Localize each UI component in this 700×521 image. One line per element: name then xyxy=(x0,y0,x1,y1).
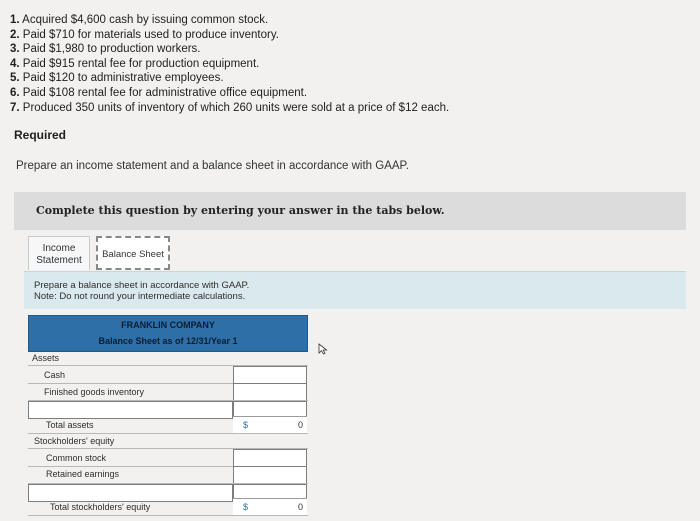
transaction-list xyxy=(10,13,570,115)
finished-goods-label: Finished goods inventory xyxy=(44,387,145,397)
total-equity-label: Total stockholders' equity xyxy=(50,502,151,512)
equity-label-input[interactable] xyxy=(28,484,233,502)
common-stock-label: Common stock xyxy=(46,453,107,463)
mouse-cursor-icon xyxy=(318,343,330,355)
question-prompt: Prepare an income statement and a balance sheet in accordance with GAAP. xyxy=(16,160,409,172)
retained-earnings-label: Retained earnings xyxy=(46,469,120,479)
tab-balance-label: Balance Sheet xyxy=(102,249,164,260)
transaction-item: 4. Paid $915 rental fee for production equipment. xyxy=(10,57,260,70)
transaction-item: 5. Paid $120 to administrative employees. xyxy=(10,72,224,85)
tab-income-label-line1: Income xyxy=(42,243,76,254)
panel-note: Note: Do not round your intermediate calculations. xyxy=(34,291,246,302)
total-assets-label: Total assets xyxy=(46,420,94,430)
retained-earnings-input[interactable] xyxy=(233,466,307,484)
total-assets-currency: $ xyxy=(243,420,249,430)
common-stock-input[interactable] xyxy=(233,449,307,467)
statement-title: Balance Sheet as of 12/31/Year 1 xyxy=(98,336,238,346)
instruction-panel xyxy=(24,271,686,309)
row-divider xyxy=(28,466,233,467)
row-divider xyxy=(28,433,308,434)
total-assets-value: 0 xyxy=(298,420,304,430)
tab-balance-sheet[interactable] xyxy=(96,236,170,270)
assets-label: Assets xyxy=(32,353,60,363)
tab-income-label-line2: Statement xyxy=(36,255,82,266)
total-equity-currency: $ xyxy=(243,502,249,512)
total-equity-value: 0 xyxy=(298,502,304,512)
panel-instruction: Prepare a balance sheet in accordance with GAAP. xyxy=(34,280,250,291)
transaction-item: 3. Paid $1,980 to production workers. xyxy=(10,43,201,56)
cash-label: Cash xyxy=(44,370,66,380)
transaction-item: 6. Paid $108 rental fee for administrative office equipment. xyxy=(10,86,308,99)
tab-income-statement[interactable] xyxy=(28,236,90,270)
required-heading: Required xyxy=(14,128,67,142)
cash-input[interactable] xyxy=(233,366,307,384)
banner-text: Complete this question by entering your answer in the tabs below. xyxy=(36,204,445,217)
transaction-item: 1. Acquired $4,600 cash by issuing common stock. xyxy=(10,14,269,26)
equity-label: Stockholders' equity xyxy=(34,436,115,446)
asset-label-input[interactable] xyxy=(28,401,233,419)
transaction-item: 2. Paid $710 for materials used to produce inventory. xyxy=(10,28,279,41)
row-divider xyxy=(28,515,308,516)
company-name: FRANKLIN COMPANY xyxy=(121,320,215,330)
balance-sheet-header xyxy=(28,315,308,352)
row-divider xyxy=(28,383,233,384)
transaction-item: 7. Produced 350 units of inventory of which 260 units were sold at a price of $12 each. xyxy=(10,101,450,114)
finished-goods-input[interactable] xyxy=(233,383,307,401)
instruction-banner xyxy=(14,192,686,230)
